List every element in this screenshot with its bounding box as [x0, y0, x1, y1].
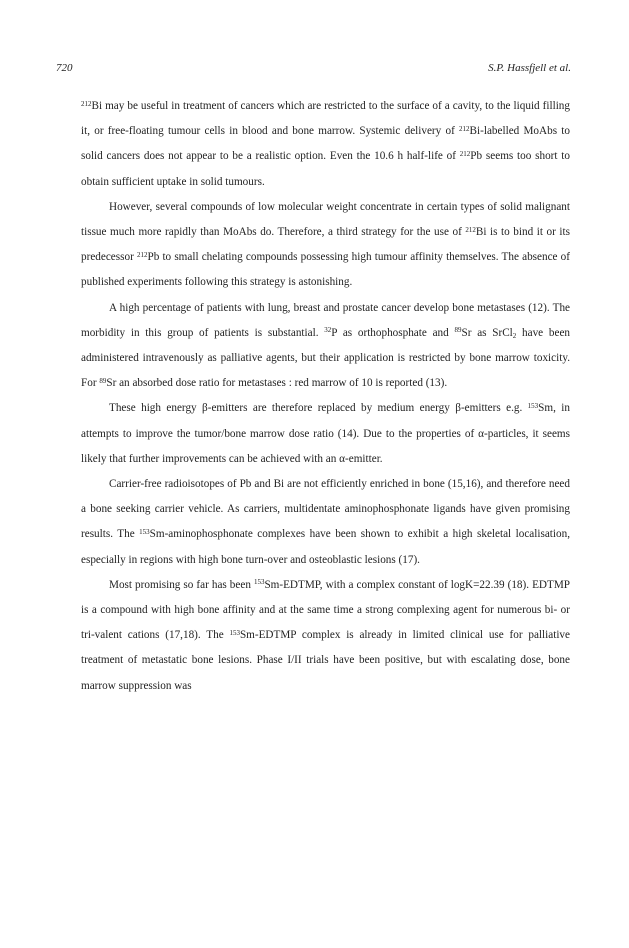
- body-text: [81, 94, 570, 699]
- paragraph-6: Most promising so far has been $^{153}$Sm-EDTMP, with a complex constant of logK=22.39 (18). EDTMP is a compound with high bone affinity and at the same time a strong complexing agent for numerous bi- or tri-valent cations (17,18). The $^{153}$Sm-EDTMP complex is already in limited clinical use for palliative treatment of metastatic bone lesions. Phase I/II trials have been positive, but with escalating dose, bone marrow suppression was: [81, 578, 570, 692]
- running-author: S.P. Hassfjell et al.: [488, 62, 571, 74]
- paragraph-4: These high energy β-emitters are therefore replaced by medium energy β-emitters e.g. $^{153}$Sm, in attempts to improve the tumor/bone marrow dose ratio (14). Due to the properties of α-particles, it seems likely that further improvements can be achieved with an α-emitter.: [81, 401, 570, 465]
- paragraph-1: $^{212}$Bi may be useful in treatment of cancers which are restricted to the surface of a cavity, to the liquid filling it, or free-floating tumour cells in blood and bone marrow. Systemic delivery of $^{212}$Bi-labelled MoAbs to solid cancers does not appear to be a realistic option. Even the 10.6 h half-life of $^{212}$Pb seems too short to obtain sufficient uptake in solid tumours.: [81, 99, 570, 188]
- paragraph-2: However, several compounds of low molecular weight concentrate in certain types of solid malignant tissue much more rapidly than MoAbs do. Therefore, a third strategy for the use of $^{212}$Bi is to bind it or its predecessor $^{212}$Pb to small chelating compounds possessing high tumour affinity themselves. The absence of published experiments following this strategy is astonishing.: [81, 200, 570, 289]
- page-number: 720: [56, 62, 73, 74]
- paragraph-5: Carrier-free radioisotopes of Pb and Bi are not efficiently enriched in bone (15,16), and therefore need a bone seeking carrier vehicle. As carriers, multidentate aminophosphonate ligands have given promising results. The $^{153}$Sm-aminophosphonate complexes have been shown to exhibit a high skeletal localisation, especially in regions with high bone turn-over and osteoblastic lesions (17).: [81, 478, 571, 566]
- paragraph-3: A high percentage of patients with lung, breast and prostate cancer develop bone metastases (12). The morbidity in this group of patients is substantial. $^{32}$P as orthophosphate and $^{89}$Sr as SrCl$_2$ have been administered intravenously as palliative agents, but their application is restricted by bone marrow toxicity. For $^{89}$Sr an absorbed dose ratio for metastases : red marrow of 10 is reported (13).: [81, 301, 571, 390]
- running-header: [56, 62, 571, 78]
